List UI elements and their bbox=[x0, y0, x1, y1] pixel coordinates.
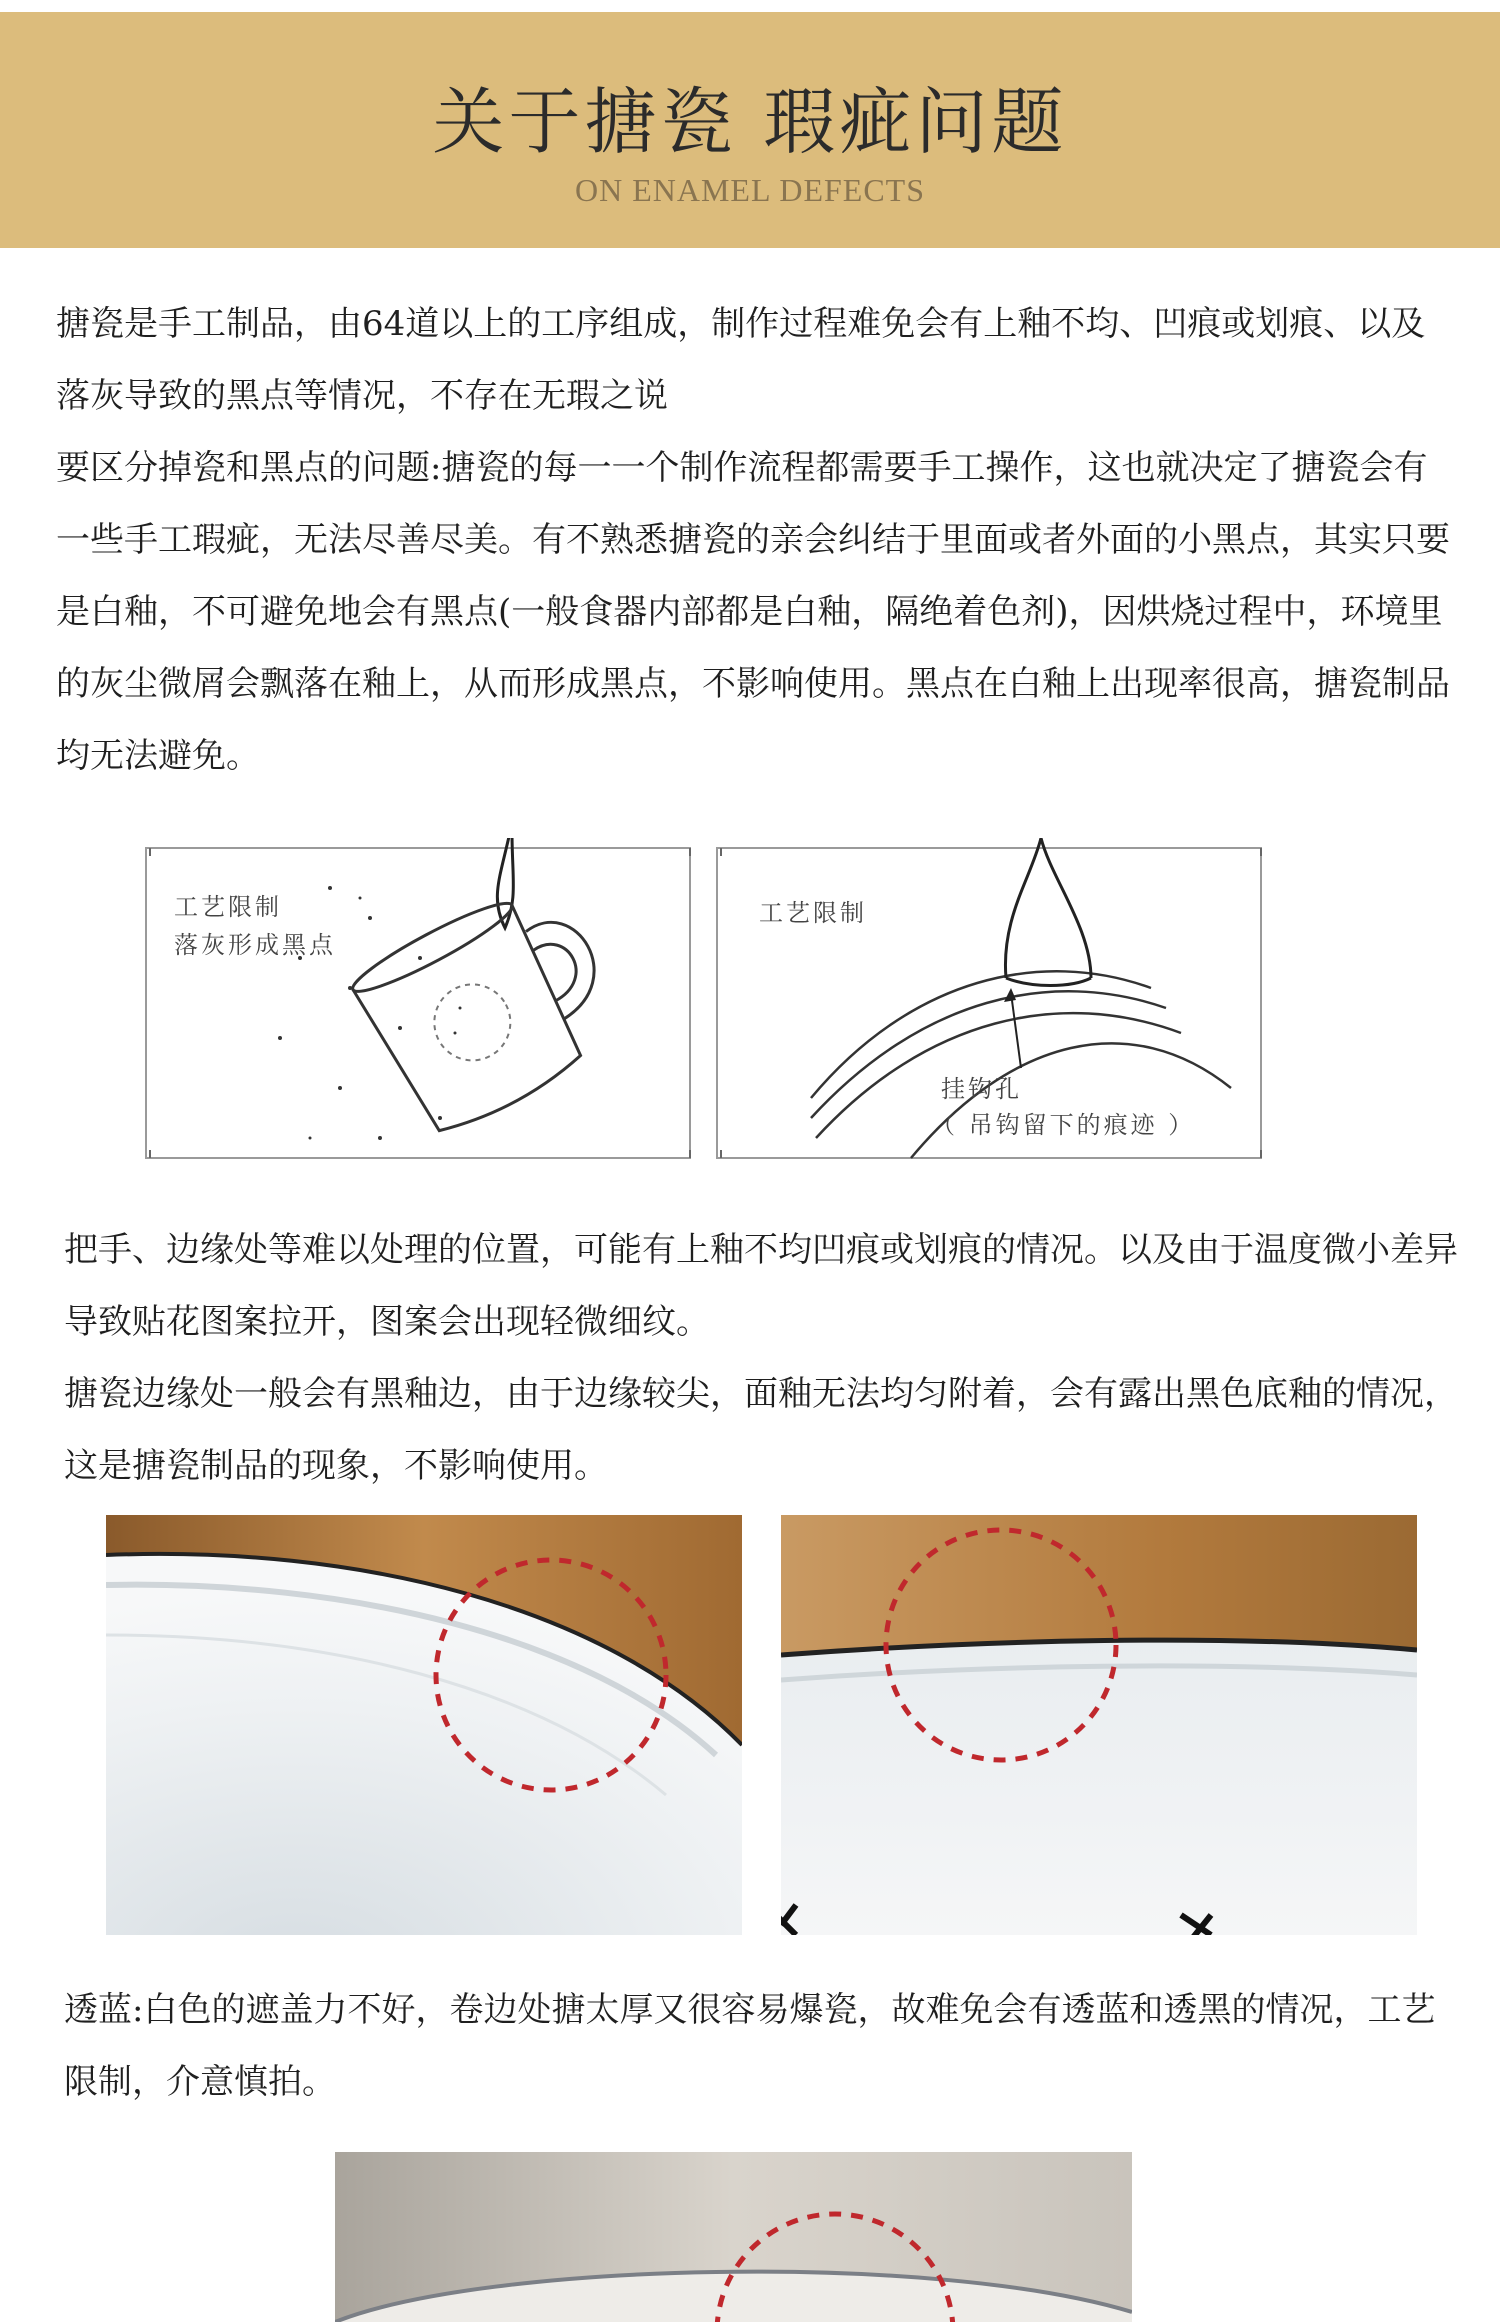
diagram-dust-spots bbox=[140, 838, 696, 1168]
edge-paragraph-1: 把手、边缘处等难以处理的位置，可能有上釉不均凹痕或划痕的情况。以及由于温度微小差异导致贴花图案拉开，图案会出现轻微细纹。 bbox=[64, 1230, 1458, 1342]
intro-paragraph-2: 要区分掉瓷和黑点的问题:搪瓷的每一一个制作流程都需要手工操作，这也就决定了搪瓷会有一些手工瑕疵，无法尽善尽美。有不熟悉搪瓷的亲会纠结于里面或者外面的小黑点，其实只要是白釉，不可避免地会有黑点(一般食器内部都是白釉，隔绝着色剂)，因烘烧过程中，环境里的灰尘微屑会飘落在釉上，从而形成黑点，不影响使用。黑点在白釉上出现率很高，搪瓷制品均无法避免。 bbox=[56, 448, 1450, 776]
plate-edge-photo-1 bbox=[106, 1515, 742, 1935]
diagram-left-line-1: 工艺限制 bbox=[174, 893, 282, 921]
diagram-right-note: （ 吊钩留下的痕迹 ） bbox=[931, 1111, 1196, 1139]
intro-paragraph-1: 搪瓷是手工制品，由64道以上的工序组成，制作过程难免会有上釉不均、凹痕或划痕、以及落灰导致的黑点等情况，不存在无瑕之说 bbox=[56, 304, 1426, 416]
diagram-right-label: 挂钩孔 bbox=[941, 1075, 1022, 1103]
diagram-hook-hole bbox=[711, 838, 1267, 1168]
header-banner bbox=[0, 12, 1500, 248]
page-subtitle: ON ENAMEL DEFECTS bbox=[574, 172, 926, 208]
enamel-blue-photo bbox=[335, 2152, 1132, 2322]
page-title: 关于搪瓷 瑕疵问题 bbox=[432, 80, 1068, 164]
plate-edge-photo-2 bbox=[781, 1515, 1417, 1935]
blue-section-text bbox=[64, 1974, 1459, 2118]
intro-text bbox=[56, 288, 1451, 792]
edge-section-text bbox=[64, 1214, 1459, 1502]
edge-paragraph-2: 搪瓷边缘处一般会有黑釉边，由于边缘较尖，面釉无法均匀附着，会有露出黑色底釉的情况，这是搪瓷制品的现象，不影响使用。 bbox=[64, 1374, 1458, 1486]
diagram-left-line-2: 落灰形成黑点 bbox=[174, 931, 336, 959]
diagram-right-heading: 工艺限制 bbox=[759, 899, 867, 927]
blue-paragraph-1: 透蓝:白色的遮盖力不好，卷边处搪太厚又很容易爆瓷，故难免会有透蓝和透黑的情况，工艺限制，介意慎拍。 bbox=[64, 1990, 1436, 2102]
